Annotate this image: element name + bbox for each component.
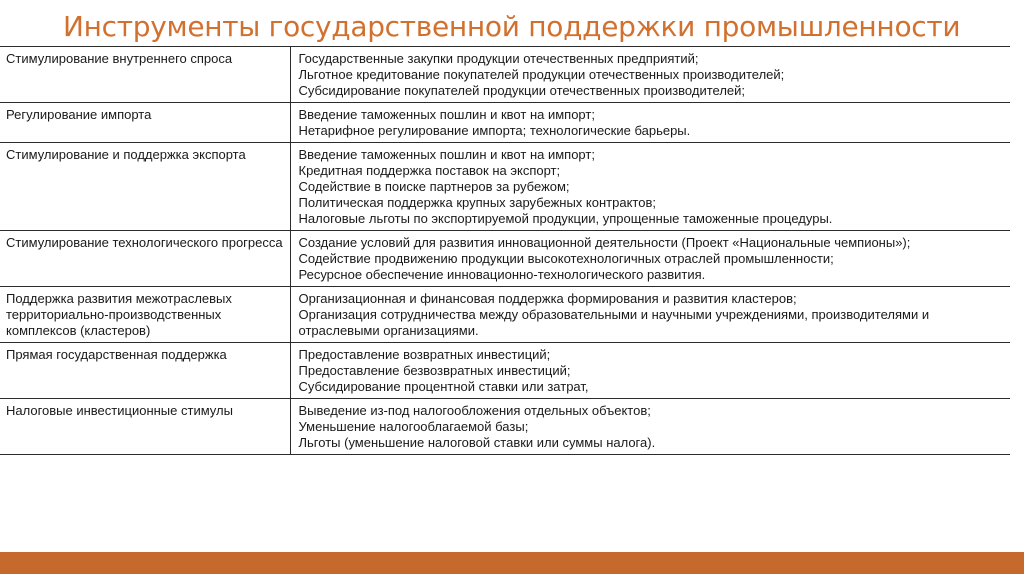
measures-cell	[290, 343, 1010, 399]
instrument-cell: Стимулирование внутреннего спроса	[0, 47, 290, 103]
measure-item: Организационная и финансовая поддержка формирования и развития кластеров;	[298, 291, 797, 306]
measure-item: Политическая поддержка крупных зарубежных контрактов;	[298, 195, 656, 210]
measure-item: Льготное кредитование покупателей продукции отечественных производителей;	[298, 67, 785, 82]
table-row	[0, 399, 1010, 455]
table-row	[0, 47, 1010, 103]
measure-item: Субсидирование процентной ставки или затрат,	[298, 379, 589, 394]
support-instruments-table	[0, 46, 1010, 455]
measure-item: Введение таможенных пошлин и квот на импорт;	[298, 107, 595, 122]
instrument-cell: Стимулирование и поддержка экспорта	[0, 143, 290, 231]
table-row	[0, 143, 1010, 231]
instrument-cell: Прямая государственная поддержка	[0, 343, 290, 399]
table-row	[0, 287, 1010, 343]
measure-item: Государственные закупки продукции отечественных предприятий;	[298, 51, 699, 66]
measure-item: Предоставление возвратных инвестиций;	[298, 347, 551, 362]
measure-item: Кредитная поддержка поставок на экспорт;	[298, 163, 561, 178]
measure-item: Содействие продвижению продукции высокотехнологичных отраслей промышленности;	[298, 251, 834, 266]
instrument-cell: Налоговые инвестиционные стимулы	[0, 399, 290, 455]
measure-item: Содействие в поиске партнеров за рубежом;	[298, 179, 570, 194]
measures-cell	[290, 143, 1010, 231]
page-title: Инструменты государственной поддержки промышленности	[63, 10, 961, 43]
measure-item: Субсидирование покупателей продукции отечественных производителей;	[298, 83, 746, 98]
bottom-accent-bar	[0, 552, 1024, 574]
measures-cell	[290, 231, 1010, 287]
table-body	[0, 47, 1010, 455]
instrument-cell: Поддержка развития межотраслевых территориально-производственных комплексов (кластеров)	[0, 287, 290, 343]
instrument-cell: Стимулирование технологического прогресса	[0, 231, 290, 287]
table-row	[0, 231, 1010, 287]
table-row	[0, 103, 1010, 143]
measure-item: Выведение из-под налогообложения отдельных объектов;	[298, 403, 651, 418]
measures-cell	[290, 287, 1010, 343]
measure-item: Ресурсное обеспечение инновационно-технологического развития.	[298, 267, 706, 282]
measure-item: Нетарифное регулирование импорта; технологические барьеры.	[298, 123, 691, 138]
measure-item: Налоговые льготы по экспортируемой продукции, упрощенные таможенные процедуры.	[298, 211, 833, 226]
measures-cell	[290, 399, 1010, 455]
measure-item: Введение таможенных пошлин и квот на импорт;	[298, 147, 595, 162]
measure-item: Уменьшение налогооблагаемой базы;	[298, 419, 529, 434]
measure-item: Создание условий для развития инновационной деятельности (Проект «Национальные чемпионы»);	[298, 235, 911, 250]
instrument-cell: Регулирование импорта	[0, 103, 290, 143]
table-row	[0, 343, 1010, 399]
measures-cell	[290, 47, 1010, 103]
measure-item: Льготы (уменьшение налоговой ставки или суммы налога).	[298, 435, 656, 450]
measure-item: Предоставление безвозвратных инвестиций;	[298, 363, 571, 378]
measures-cell	[290, 103, 1010, 143]
measure-item: Организация сотрудничества между образовательными и научными учреждениями, производителями и отраслевыми организациями.	[298, 307, 930, 338]
